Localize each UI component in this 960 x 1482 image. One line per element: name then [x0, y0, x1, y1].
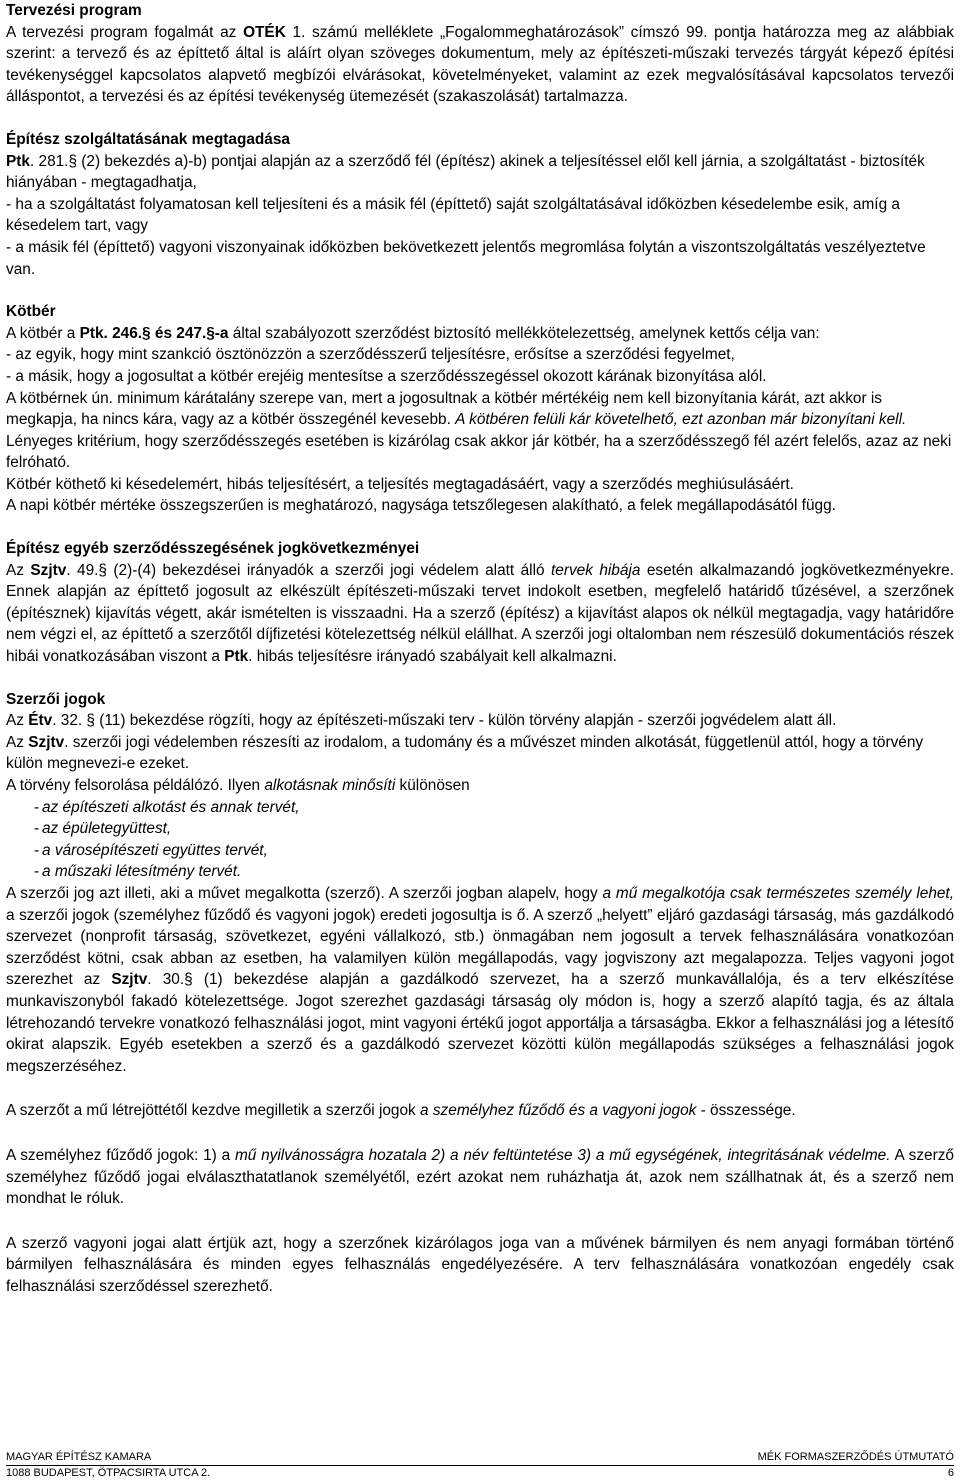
paragraph: Ptk. 281.§ (2) bekezdés a)-b) pontjai alapján az a szerződő fél (építész) akinek a teljesítéssel elől kell járnia, a szolgáltatást - biztosíték hiányában - megtagadhatja,: [6, 152, 925, 192]
section-heading: Építész egyéb szerződésszegésének jogkövetkezményei: [6, 540, 420, 558]
paragraph: A kötbér a Ptk. 246.§ és 247.§-a által szabályozott szerződést biztosító mellékkötelezettség, amelynek kettős célja van:: [6, 324, 820, 342]
footer-divider: [6, 1465, 954, 1466]
paragraph: Az Étv. 32. § (11) bekezdése rögzíti, hogy az építészeti-műszaki terv - külön törvény alapján - szerzői jogvédelem alatt áll.: [6, 712, 837, 730]
paragraph: - az egyik, hogy mint szankció ösztönözzön a szerződésszerű teljesítésre, erősítse a szerződési fegyelmet,: [6, 346, 735, 364]
section-heading: Szerzői jogok: [6, 690, 106, 708]
page-footer: [6, 1451, 954, 1481]
paragraph: A szerzői jog azt illeti, aki a művet megalkotta (szerző). A szerzői jogban alapelv, hogy a mű megalkotója csak természetes személy lehet, a szerzői jogok (személyhez fűződő és vagyoni jogok) eredeti jogosultja is ő. A szerző „helyett” eljáró gazdasági társaság, más gazdálkodó szervezet (nonprofit társaság, szövetkezet, egyéni vállalkozó, stb.) önmagában nem jogosult a tervek felhasználására vonatkozóan szerződést kötni, csak abban az esetben, ha valamilyen külön megállapodás, vagy jogviszony azt megalapozza. Teljes vagyoni jogot szerezhet az Szjtv. 30.§ (1) bekezdése alapján a gazdálkodó szervezet, ha a szerző munkavállalója, és a terv elkészítése munkaviszonyból fakadó kötelezettsége. Jogot szerezhet gazdasági társaság oly módon is, hogy a szerző alapító tagja, és az általa létrehozandó tervekre vonatkozó felhasználási jogot, mint vagyoni értékű jogot apportálja a társaságba. Ekkor a felhasználási jog a létesítő okirat alapszik. Egyéb esetekben a szerző és a gazdálkodó szervezet közötti külön megállapodás szükséges a felhasználási jogok megszerzéséhez.: [6, 884, 954, 1075]
paragraph: - ha a szolgáltatást folyamatosan kell teljesíteni és a másik fél (építtető) saját szolgáltatásával időközben késedelembe esik, amíg a késedelem tart, vagy: [6, 195, 900, 235]
section-heading: Tervezési program: [6, 2, 142, 19]
section-egyeb-szerzodesszeges: [6, 538, 954, 668]
paragraph: Kötbér köthető ki késedelemért, hibás teljesítésért, a teljesítés megtagadásáért, vagy a szerződés meghiúsulásáért.: [6, 475, 794, 493]
section-tervezesi-program: [6, 0, 954, 108]
section-kotber: [6, 301, 954, 517]
paragraph: A szerzőt a mű létrejöttétől kezdve megilletik a szerzői jogok a személyhez fűződő és a vagyoni jogok - összessége.: [6, 1102, 796, 1120]
list-item: - a városépítészeti együttes tervét,: [34, 841, 268, 859]
paragraph: Az Szjtv. 49.§ (2)-(4) bekezdései irányadók a szerzői jogi védelem alatt álló tervek hibája esetén alkalmazandó jogkövetkezményekre. Ennek alapján az építtető jogosult az elkészült építészeti-műszaki tervet indokolt esetben, megfelelő határidő tűzésével, a szerzőnek (építésznek) kijavítás végett, akár ismételten is visszaadni. Ha a szerző (építész) a kijavítást alapos ok nélkül megtagadja, vagy határidőre nem végzi el, az építtető a szerzőtől díjfizetési kötelezettség nélkül elállhat. A szerzői jogi oltalomban nem részesülő dokumentációs részek hibái vonatkozásában viszont a Ptk. hibás teljesítésre irányadó szabályait kell alkalmazni.: [6, 561, 954, 666]
footer-address: 1088 BUDAPEST, ÖTPACSIRTA UTCA 2.: [6, 1467, 211, 1479]
page-number: 6: [947, 1467, 954, 1479]
footer-org: MAGYAR ÉPÍTÉSZ KAMARA: [6, 1451, 152, 1463]
paragraph: A törvény felsorolása példálózó. Ilyen alkotásnak minősíti különösen: [6, 777, 470, 794]
paragraph: A napi kötbér mértéke összegszerűen is meghatározó, nagysága tetszőlegesen alakítható, a felek megállapodásától függ.: [6, 497, 836, 515]
paragraph: A tervezési program fogalmát az OTÉK 1. számú melléklete „Fogalommeghatározások” címszó 99. pontja határozza meg az alábbiak szerint: a tervező és az építtető által is aláírt olyan szöveges dokumentum, mely az építészeti-műszaki tervezés tárgyát képező építési tevékenységgel kapcsolatos alapvető megbízói elvárásokat, követelményeket, valamint az ezek megvalósításával kapcsolatos tervezői álláspontot, a tervezési és az építési tevékenység ütemezését (szakaszolását) tartalmazza.: [6, 23, 954, 106]
section-szerzoi-jogok: [6, 689, 954, 1298]
section-heading: Kötbér: [6, 303, 56, 321]
paragraph: Lényeges kritérium, hogy szerződésszegés esetében is kizárólag csak akkor jár kötbér, ha a szerződésszegő fél azért felelős, azaz az neki felróható.: [6, 432, 952, 472]
list-item: - a műszaki létesítmény tervét.: [34, 863, 242, 881]
paragraph: A személyhez fűződő jogok: 1) a mű nyilvánosságra hozatala 2) a név feltüntetése 3) a mű egységének, integritásának védelme. A szerző személyhez fűződő jogai elválaszthatatlanok személyétől, ezért azokat nem ruházhatja át, azok nem szállhatnak át, és a szerző nem mondhat le róluk.: [6, 1146, 954, 1208]
paragraph: A kötbérnek ún. minimum kárátalány szerepe van, mert a jogosultnak a kötbér mértékéig nem kell bizonyítania kárát, azt akkor is megkapja, ha nincs kára, vagy az a kötbér összegénél kevesebb. A kötbéren felüli kár követelhető, ezt azonban már bizonyítani kell.: [6, 389, 907, 429]
paragraph: Az Szjtv. szerzői jogi védelemben részesíti az irodalom, a tudomány és a művészet minden alkotását, függetlenül attól, hogy a törvény külön megnevezi-e ezeket.: [6, 733, 924, 773]
alkotas-list: [6, 797, 954, 883]
paragraph: - a másik fél (építtető) vagyoni viszonyainak időközben bekövetkezett jelentős megromlása folytán a viszontszolgáltatás veszélyeztetve van.: [6, 238, 926, 278]
section-heading: Építész szolgáltatásának megtagadása: [6, 130, 290, 148]
footer-doc-title: MÉK FORMASZERZŐDÉS ÚTMUTATÓ: [757, 1451, 954, 1463]
section-szolgaltatas-megtagadasa: [6, 129, 954, 280]
list-item: - az építészeti alkotást és annak tervét,: [34, 798, 300, 816]
document-page: [6, 0, 954, 1297]
list-item: - az épületegyüttest,: [34, 820, 172, 838]
paragraph: A szerző vagyoni jogai alatt értjük azt, hogy a szerzőnek kizárólagos joga van a művének bármilyen és nem anyagi formában történő bármilyen felhasználására és minden egyes felhasználás engedélyezésére. A terv felhasználására vonatkozóan engedély csak felhasználási szerződéssel szerezhető.: [6, 1234, 954, 1295]
paragraph: - a másik, hogy a jogosultat a kötbér erejéig mentesítse a szerződésszegéssel okozott kárának bizonyítása alól.: [6, 367, 767, 385]
